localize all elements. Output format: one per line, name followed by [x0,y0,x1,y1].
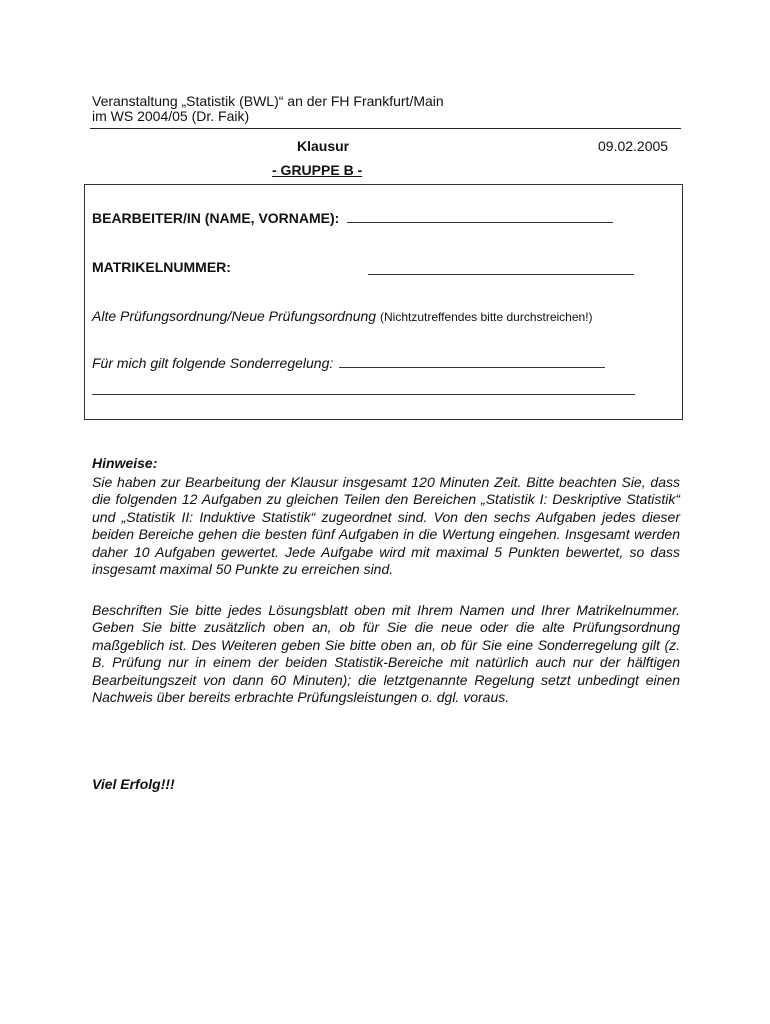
hints-paragraph-1: Sie haben zur Bearbeitung der Klausur insgesamt 120 Minuten Zeit. Bitte beachten Sie, dass die folgenden 12 Aufgaben zu gleichen Teilen den Bereichen „Statistik I: Deskriptive Statistik“ und „Statistik II: Induktive Statistik“ zugeordnet sind. Von den sechs Aufgaben jedes dieser beiden Bereiche gehen die besten fünf Aufgaben in die Wertung eingehen. Insgesamt werden daher 10 Aufgaben gewertet. Jede Aufgabe wird mit maximal 5 Punkten bewertet, so dass insgesamt maximal 50 Punkte zu erreichen sind. [92,474,680,578]
hints-paragraph-2: Beschriften Sie bitte jedes Lösungsblatt oben mit Ihrem Namen und Ihrer Matrikelnummer. Geben Sie bitte zusätzlich oben an, ob für Sie die neue oder die alte Prüfungsordnung maßgeblich ist. Des Weiteren geben Sie bitte oben an, ob für Sie eine Sonderregelung gilt (z. B. Prüfung nur in einem der beiden Statistik-Bereiche mit natürlich auch nur der hälftigen Bearbeitungszeit von dann 60 Minuten); die letztgenannte Regelung setzt unbedingt einen Nachweis über bereits erbrachte Prüfungsleistungen o. dgl. voraus. [92,602,680,706]
sonderregelung-row [92,355,605,371]
sonderregelung-field[interactable] [339,355,605,368]
header-divider [90,128,681,129]
pruefungsordnung-note: (Nichtzutreffendes bitte durchstreichen!) [379,310,593,324]
name-field[interactable] [347,210,613,223]
matrikel-field[interactable] [368,262,634,275]
pruefungsordnung-row [92,308,593,324]
name-row [92,210,613,226]
name-label: BEARBEITER/IN (NAME, VORNAME): [92,210,340,226]
sonderregelung-label: Für mich gilt folgende Sonderregelung: [92,355,334,371]
semester-line: im WS 2004/05 (Dr. Faik) [92,108,250,124]
exam-group: - GRUPPE B - [272,162,363,178]
matrikel-label: MATRIKELNUMMER: [92,259,231,275]
course-line: Veranstaltung „Statistik (BWL)“ an der FH Frankfurt/Main [92,93,444,109]
pruefungsordnung-label[interactable]: Alte Prüfungsordnung/Neue Prüfungsordnung [92,308,377,324]
exam-title: Klausur [297,138,350,154]
sonderregelung-field-line2[interactable] [92,382,635,395]
matrikel-row [92,259,231,275]
closing-text: Viel Erfolg!!! [92,776,175,792]
exam-date: 09.02.2005 [598,138,669,154]
hints-heading: Hinweise: [92,455,158,471]
